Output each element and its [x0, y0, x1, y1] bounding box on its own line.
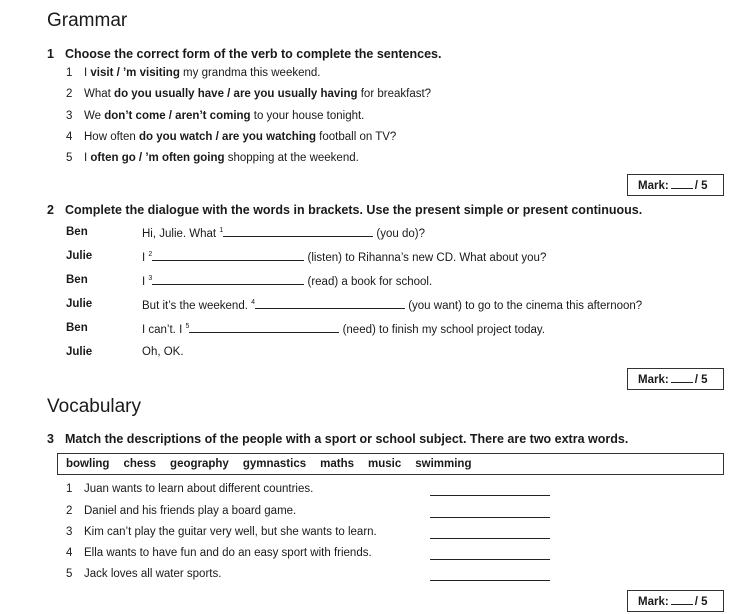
q3-item [66, 526, 377, 538]
item-number: 1 [66, 67, 73, 79]
answer-gap[interactable] [255, 298, 405, 309]
q3-mark-box [627, 590, 724, 612]
line-post: (read) a book for school. [304, 276, 433, 288]
item-text-post: for breakfast? [357, 88, 432, 100]
line-pre: I [142, 276, 149, 288]
mark-blank[interactable] [671, 371, 693, 383]
q3-instruction: Match the descriptions of the people with a sport or school subject. There are two extra words. [65, 432, 629, 446]
item-number: 4 [66, 547, 73, 559]
dialogue-line [142, 346, 184, 358]
dialogue-speaker: Ben [66, 274, 88, 286]
line-pre: I can’t. I [142, 324, 186, 336]
item-number: 5 [66, 568, 73, 580]
item-text-pre: I [84, 152, 91, 164]
mark-blank[interactable] [671, 593, 693, 605]
line-pre: But it’s the weekend. [142, 300, 252, 312]
q1-instruction: Choose the correct form of the verb to complete the sentences. [65, 47, 442, 61]
item-number: 4 [66, 131, 73, 143]
item-text-pre: I [84, 67, 91, 79]
mark-label: Mark: [638, 596, 669, 608]
q3-item [66, 505, 296, 517]
line-pre: I [142, 252, 149, 264]
q1-number: 1 [47, 47, 54, 61]
verb-choice[interactable]: don’t come / aren’t coming [104, 110, 251, 122]
item-number: 2 [66, 505, 73, 517]
q1-mark-box [627, 174, 724, 196]
mark-total: / 5 [694, 374, 708, 386]
word-option: swimming [415, 458, 472, 470]
line-post: (you do)? [373, 228, 426, 240]
grammar-title: Grammar [47, 10, 128, 31]
mark-label: Mark: [638, 180, 669, 192]
answer-line[interactable] [430, 559, 550, 560]
answer-gap[interactable] [189, 322, 339, 333]
line-post: (listen) to Rihanna’s new CD. What about you? [304, 252, 547, 264]
gap-number: 1 [219, 227, 224, 234]
verb-choice[interactable]: do you usually have / are you usually having [114, 88, 358, 100]
item-text-post: my grandma this weekend. [179, 67, 321, 79]
answer-line[interactable] [430, 580, 550, 581]
mark-total: / 5 [694, 596, 708, 608]
word-option: bowling [66, 458, 110, 470]
item-text: Kim can’t play the guitar very well, but she wants to learn. [84, 526, 377, 538]
dialogue-speaker: Ben [66, 226, 88, 238]
gap-number: 5 [185, 323, 190, 330]
verb-choice[interactable]: visit / ’m visiting [90, 67, 180, 79]
word-box [57, 453, 724, 475]
q2-heading [47, 203, 642, 217]
word-option: gymnastics [242, 458, 307, 470]
item-text-pre: How often [84, 131, 139, 143]
verb-choice[interactable]: do you watch / are you watching [138, 131, 316, 143]
line-pre: Hi, Julie. What [142, 228, 220, 240]
item-text: Daniel and his friends play a board game. [84, 505, 297, 517]
answer-line[interactable] [430, 538, 550, 539]
item-number: 5 [66, 152, 73, 164]
answer-gap[interactable] [152, 274, 304, 285]
q3-item [66, 483, 313, 495]
dialogue-speaker: Julie [66, 298, 93, 310]
q3-item [66, 568, 221, 580]
q1-item [66, 152, 359, 164]
gap-number: 4 [251, 299, 256, 306]
answer-gap[interactable] [152, 250, 304, 261]
item-text-post: to your house tonight. [250, 110, 365, 122]
q2-instruction: Complete the dialogue with the words in brackets. Use the present simple or present continuous. [65, 203, 643, 217]
dialogue-speaker: Ben [66, 322, 88, 334]
q3-number: 3 [47, 432, 54, 446]
word-option: geography [170, 458, 229, 470]
dialogue-speaker: Julie [66, 346, 93, 358]
dialogue-line [142, 274, 432, 288]
dialogue-speaker: Julie [66, 250, 93, 262]
mark-total: / 5 [694, 180, 708, 192]
q1-item [66, 131, 396, 143]
dialogue-line [142, 298, 642, 312]
item-text: Juan wants to learn about different countries. [84, 483, 314, 495]
q1-item [66, 88, 431, 100]
line-post: (need) to finish my school project today. [339, 324, 545, 336]
item-text-pre: What [84, 88, 115, 100]
item-number: 1 [66, 483, 73, 495]
mark-blank[interactable] [671, 177, 693, 189]
item-text-pre: We [84, 110, 105, 122]
vocabulary-title: Vocabulary [47, 396, 142, 417]
answer-line[interactable] [430, 495, 550, 496]
q3-item [66, 547, 372, 559]
item-text-post: football on TV? [315, 131, 397, 143]
q1-item [66, 110, 364, 122]
word-option: music [368, 458, 402, 470]
gap-number: 2 [148, 251, 153, 258]
item-number: 3 [66, 110, 73, 122]
mark-label: Mark: [638, 374, 669, 386]
answer-gap[interactable] [223, 226, 373, 237]
item-text: Ella wants to have fun and do an easy sport with friends. [84, 547, 372, 559]
q1-heading [47, 47, 441, 61]
item-number: 2 [66, 88, 73, 100]
q2-mark-box [627, 368, 724, 390]
item-number: 3 [66, 526, 73, 538]
line-pre: Oh, OK. [142, 346, 184, 358]
item-text-post: shopping at the weekend. [224, 152, 359, 164]
item-text: Jack loves all water sports. [84, 568, 222, 580]
q3-heading [47, 432, 628, 446]
dialogue-line [142, 250, 546, 264]
word-option: chess [123, 458, 157, 470]
q2-number: 2 [47, 203, 54, 217]
dialogue-line [142, 226, 425, 240]
q1-item [66, 67, 320, 79]
word-option: maths [320, 458, 354, 470]
gap-number: 3 [148, 275, 153, 282]
answer-line[interactable] [430, 517, 550, 518]
verb-choice[interactable]: often go / ’m often going [90, 152, 225, 164]
dialogue-line [142, 322, 545, 336]
line-post: (you want) to go to the cinema this afternoon? [405, 300, 643, 312]
